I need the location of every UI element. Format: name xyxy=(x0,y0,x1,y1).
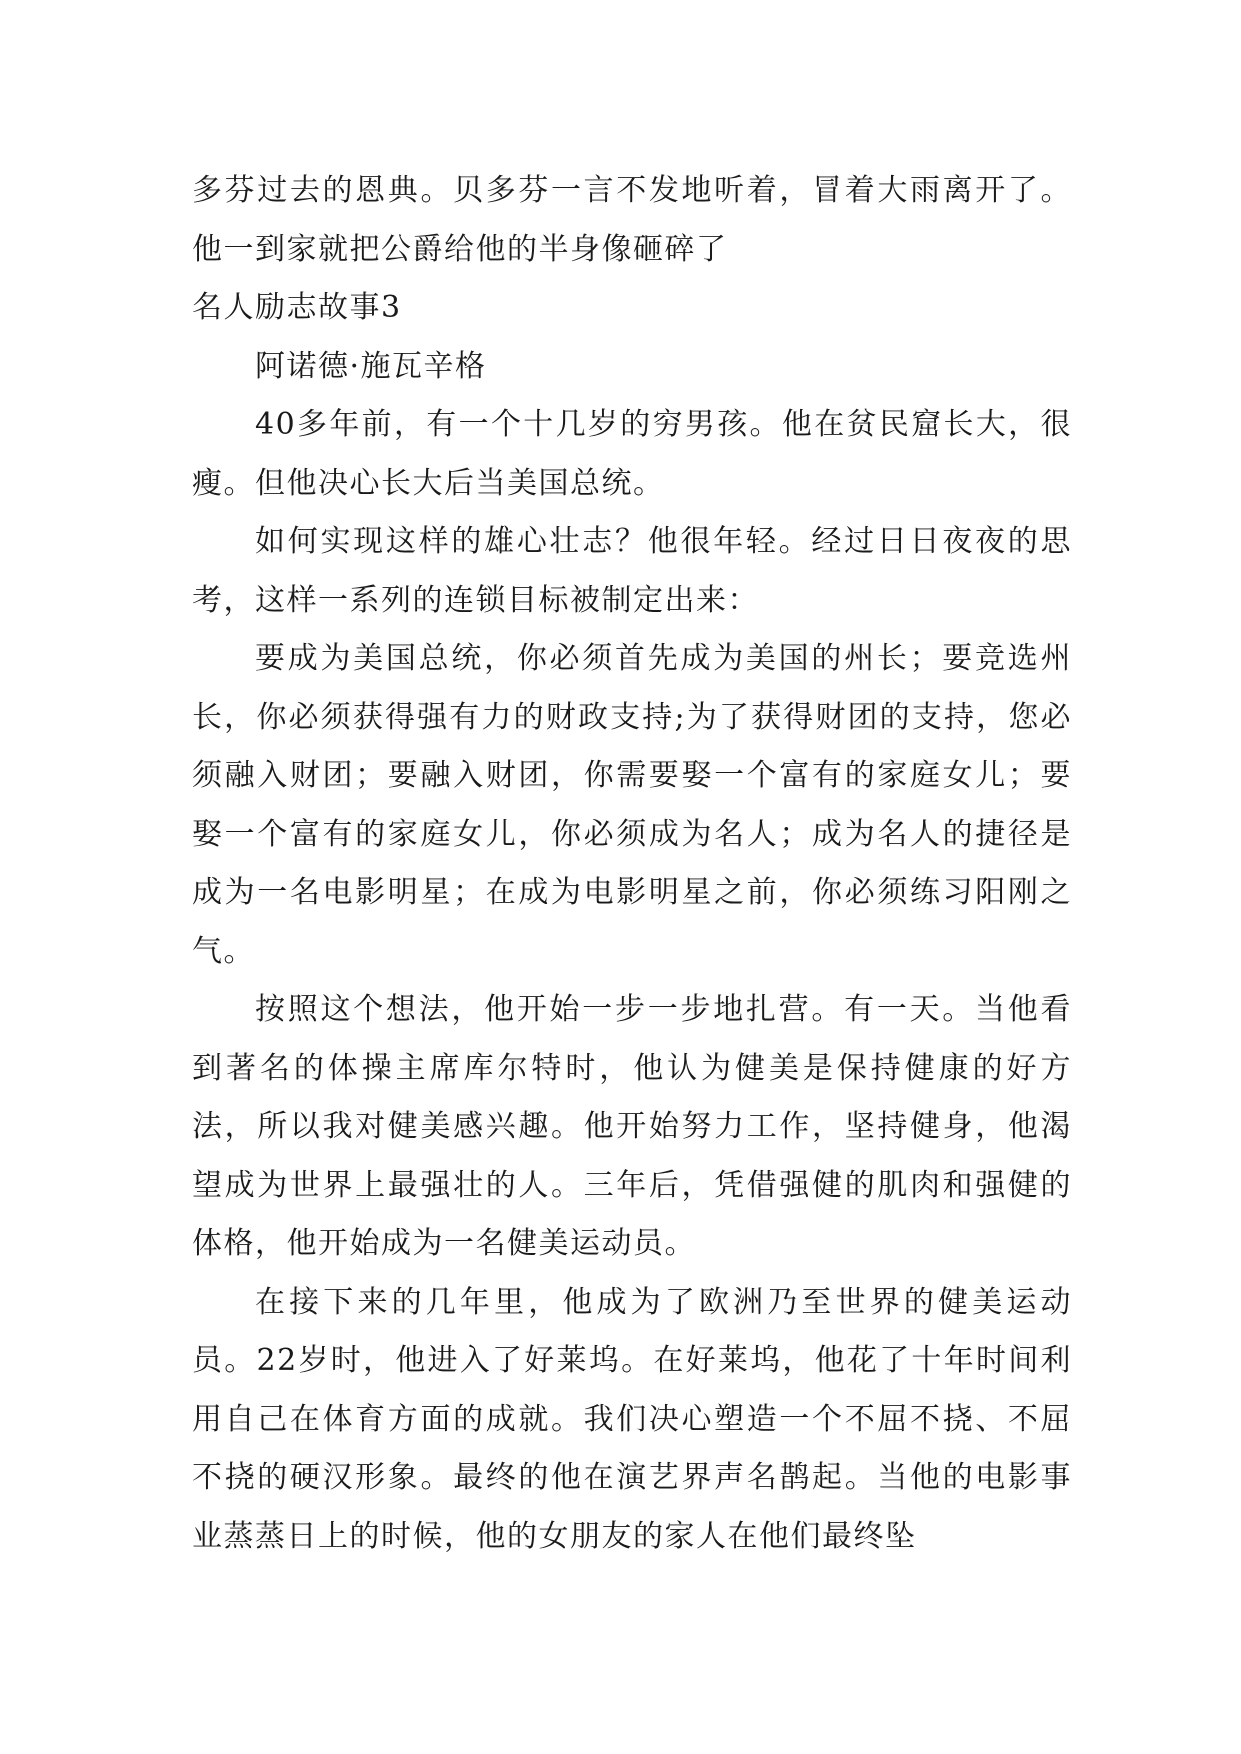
paragraph-3: 要成为美国总统，你必须首先成为美国的州长；要竞选州长，你必须获得强有力的财政支持;为了获得财团的支持，您必须融入财团；要融入财团，你需要娶一个富有的家庭女儿；要娶一个富有的家庭女儿，你必须成为名人；成为名人的捷径是成为一名电影明星；在成为电影明星之前，你必须练习阳刚之气。 xyxy=(192,641,1072,969)
section-title: 名人励志故事3 xyxy=(192,290,402,325)
person-name: 阿诺德·施瓦辛格 xyxy=(255,348,487,384)
continuation-paragraph: 多芬过去的恩典。贝多芬一言不发地听着，冒着大雨离开了。他一到家就把公爵给他的半身像砸碎了 xyxy=(192,173,1072,267)
paragraph-1: 40多年前，有一个十几岁的穷男孩。他在贫民窟长大，很瘦。但他决心长大后当美国总统。 xyxy=(192,407,1072,501)
paragraph-5: 在接下来的几年里，他成为了欧洲乃至世界的健美运动员。22岁时，他进入了好莱坞。在好莱坞，他花了十年时间利用自己在体育方面的成就。我们决心塑造一个不屈不挠、不屈不挠的硬汉形象。最终的他在演艺界声名鹊起。当他的电影事业蒸蒸日上的时候，他的女朋友的家人在他们最终坠 xyxy=(192,1284,1072,1554)
paragraph-4: 按照这个想法，他开始一步一步地扎营。有一天。当他看到著名的体操主席库尔特时，他认为健美是保持健康的好方法，所以我对健美感兴趣。他开始努力工作，坚持健身，他渴望成为世界上最强壮的人。三年后，凭借强健的肌肉和强健的体格，他开始成为一名健美运动员。 xyxy=(192,992,1072,1261)
document-body xyxy=(192,162,1072,1566)
paragraph-2: 如何实现这样的雄心壮志？他很年轻。经过日日夜夜的思考，这样一系列的连锁目标被制定出来： xyxy=(192,524,1072,618)
